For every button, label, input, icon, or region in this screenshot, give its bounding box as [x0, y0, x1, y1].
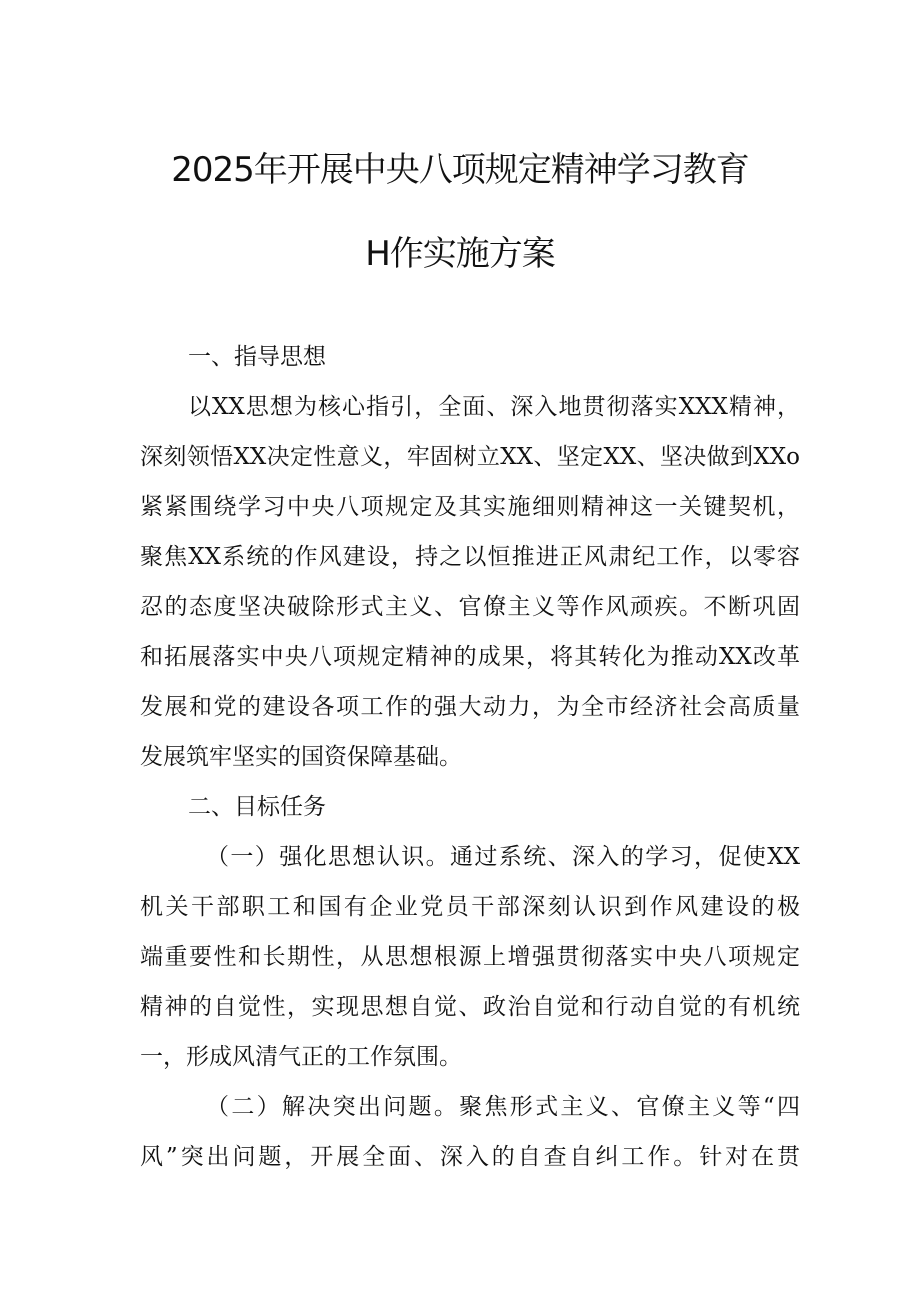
section-heading-goals: 二、目标任务 [188, 794, 326, 820]
paragraph-line: 深刻领悟XX决定性意义，牢固树立XX、坚定XX、坚决做到XXo [140, 444, 800, 470]
paragraph-line: （二）解决突出问题。聚焦形式主义、官僚主义等“四 [206, 1094, 800, 1120]
paragraph-line: 紧紧围绕学习中央八项规定及其实施细则精神这一关键契机， [140, 494, 800, 520]
paragraph-line: 以XX思想为核心指引，全面、深入地贯彻落实XXX精神， [188, 394, 800, 420]
paragraph-line: 忍的态度坚决破除形式主义、官僚主义等作风顽疾。不断巩固 [140, 594, 800, 620]
paragraph-line: 聚焦XX系统的作风建设，持之以恒推进正风肃纪工作，以零容 [140, 544, 800, 570]
paragraph-line: 端重要性和长期性，从思想根源上增强贯彻落实中央八项规定 [140, 944, 800, 970]
section-heading-guiding-ideology: 一、指导思想 [188, 344, 326, 370]
paragraph-line: 精神的自觉性，实现思想自觉、政治自觉和行动自觉的有机统 [140, 994, 800, 1020]
paragraph-line: 和拓展落实中央八项规定精神的成果，将其转化为推动XX改革 [140, 644, 800, 670]
paragraph-line: 一，形成风清气正的工作氛围。 [140, 1044, 462, 1070]
paragraph-line: （一）强化思想认识。通过系统、深入的学习，促使XX [206, 844, 800, 870]
document-title-line-1: 2025年开展中央八项规定精神学习教育 [171, 150, 749, 190]
document-title-line-2: H作实施方案 [365, 234, 555, 274]
paragraph-line: 机关干部职工和国有企业党员干部深刻认识到作风建设的极 [140, 894, 800, 920]
paragraph-line: 发展筑牢坚实的国资保障基础。 [140, 744, 462, 770]
paragraph-line: 风”突出问题，开展全面、深入的自查自纠工作。针对在贯 [140, 1144, 800, 1170]
paragraph-line: 发展和党的建设各项工作的强大动力，为全市经济社会高质量 [140, 694, 800, 720]
